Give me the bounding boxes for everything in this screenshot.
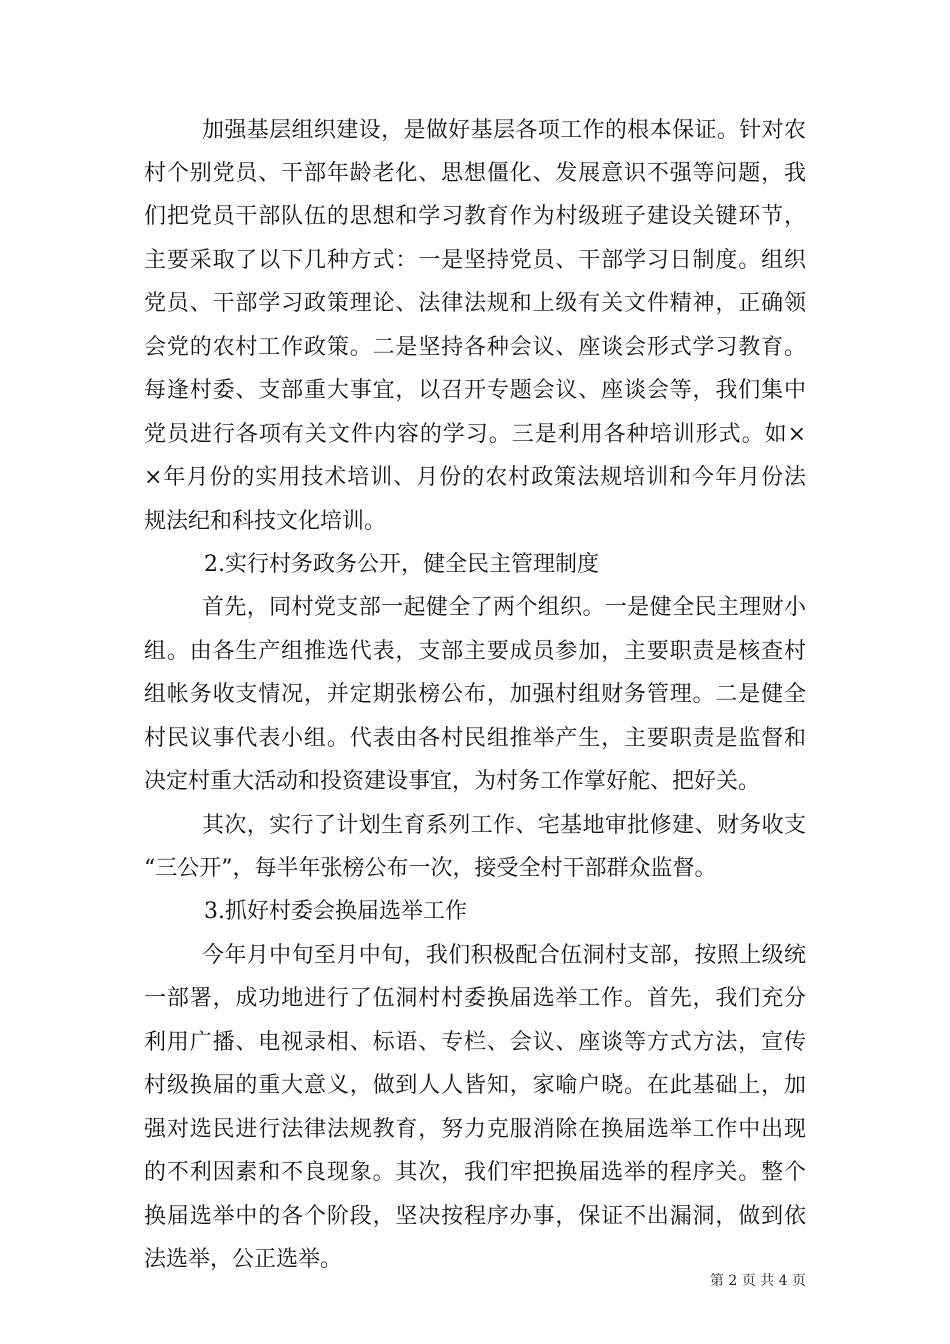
paragraph-line: 党员、干部学习政策理论、法律法规和上级有关文件精神，正确领	[144, 291, 806, 316]
paragraph-line: 法选举，公正选举。	[144, 1247, 343, 1272]
section-heading: 3.抓好村委会换届选举工作	[204, 899, 467, 924]
section-heading: 2.实行村务政务公开，健全民主管理制度	[204, 552, 599, 577]
page-number: 第 2 页 共 4 页	[709, 1273, 806, 1289]
paragraph-line: 强对选民进行法律法规教育，努力克服消除在换届选举工作中出现	[144, 1117, 806, 1142]
paragraph-line: 们把党员干部队伍的思想和学习教育作为村级班子建设关键环节，	[144, 204, 806, 229]
paragraph-line: 利用广播、电视录相、标语、专栏、会议、座谈等方式方法，宣传	[144, 1030, 806, 1055]
paragraph-line: 组。由各生产组推选代表，支部主要成员参加，主要职责是核查村	[144, 639, 806, 664]
paragraph-line: 会党的农村工作政策。二是坚持各种会议、座谈会形式学习教育。	[144, 335, 806, 360]
paragraph-line: 规法纪和科技文化培训。	[144, 509, 387, 534]
paragraph-line: 村个别党员、干部年龄老化、思想僵化、发展意识不强等问题，我	[144, 161, 806, 186]
paragraph-line: ×年月份的实用技术培训、月份的农村政策法规培训和今年月份法	[144, 465, 806, 490]
paragraph-line: 加强基层组织建设，是做好基层各项工作的根本保证。针对农	[202, 118, 806, 143]
paragraph-line: 组帐务收支情况，并定期张榜公布，加强村组财务管理。二是健全	[144, 682, 806, 707]
paragraph-line: 首先，同村党支部一起健全了两个组织。一是健全民主理财小	[202, 595, 806, 620]
paragraph-line: 换届选举中的各个阶段，坚决按程序办事，保证不出漏洞，做到依	[144, 1204, 806, 1229]
paragraph-line: 一部署，成功地进行了伍洞村村委换届选举工作。首先，我们充分	[144, 986, 806, 1011]
paragraph-line: 主要采取了以下几种方式：一是坚持党员、干部学习日制度。组织	[144, 248, 806, 273]
paragraph-line: 的不利因素和不良现象。其次，我们牢把换届选举的程序关。整个	[144, 1160, 806, 1185]
paragraph-line: 每逢村委、支部重大事宜，以召开专题会议、座谈会等，我们集中	[144, 378, 806, 403]
paragraph-line: 今年月中旬至月中旬，我们积极配合伍洞村支部，按照上级统	[202, 943, 806, 968]
paragraph-line: 党员进行各项有关文件内容的学习。三是利用各种培训形式。如×	[144, 422, 806, 447]
paragraph-line: 村级换届的重大意义，做到人人皆知，家喻户晓。在此基础上，加	[144, 1073, 806, 1098]
paragraph-line: 其次，实行了计划生育系列工作、宅基地审批修建、财务收支	[202, 813, 806, 838]
paragraph-line: 决定村重大活动和投资建设事宜，为村务工作掌好舵、把好关。	[144, 769, 761, 794]
paragraph-line: “三公开”，每半年张榜公布一次，接受全村干部群众监督。	[144, 856, 717, 881]
paragraph-line: 村民议事代表小组。代表由各村民组推举产生，主要职责是监督和	[144, 726, 806, 751]
